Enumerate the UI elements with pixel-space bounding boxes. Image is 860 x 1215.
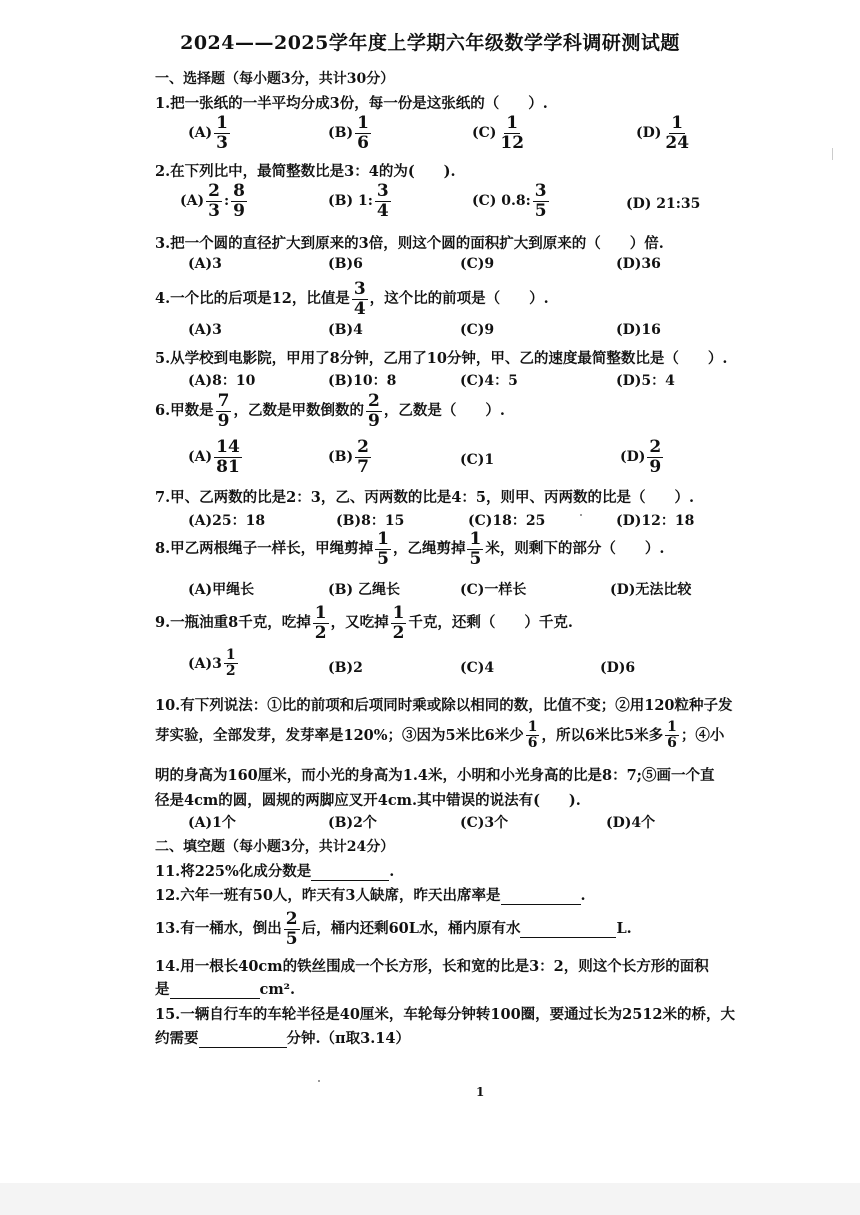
scan-speck: [580, 514, 582, 516]
q10-option-d: (D)4个: [606, 815, 656, 831]
q10-option-b: (B)2个: [328, 815, 377, 831]
answer-blank-13[interactable]: [520, 920, 616, 938]
page-title: 2024——2025学年度上学期六年级数学学科调研测试题: [180, 32, 680, 54]
question-13: 13.有一桶水，倒出 $\frac{2}{5}$ 后，桶内还剩60L水，桶内原有水 L.: [155, 909, 632, 949]
answer-blank-11[interactable]: [311, 863, 389, 881]
question-14-line-2: 是 cm².: [155, 981, 296, 998]
q5-option-d: (D)5：4: [616, 373, 675, 389]
question-10-line-4: 径是4cm的圆，圆规的两脚应叉开4cm.其中错误的说法有( ).: [155, 792, 581, 809]
q2-option-c: (C) 0.8: $\frac{3}{5}$: [472, 181, 547, 221]
q6-option-a: (A) $\frac{14}{81}$: [188, 437, 240, 477]
q9-option-b: (B)2: [328, 660, 363, 676]
q1-option-b: (B) $\frac{1}{6}$: [328, 113, 369, 153]
q3-option-c: (C)9: [460, 256, 495, 272]
scan-speck: [318, 1080, 320, 1082]
q7-option-c: (C)18：25: [468, 513, 546, 529]
q4-option-b: (B)4: [328, 322, 363, 338]
page-number: 1: [476, 1085, 485, 1099]
q1-option-c: (C) $\frac{1}{12}$: [472, 113, 525, 153]
q1-option-a: (A) $\frac{1}{3}$: [188, 113, 228, 153]
q5-option-c: (C)4：5: [460, 373, 518, 389]
q8-option-c: (C)一样长: [460, 582, 527, 598]
question-1-stem: 1.把一张纸的一半平均分成3份，每一份是这张纸的（ ）.: [155, 95, 548, 112]
q7-option-d: (D)12：18: [616, 513, 695, 529]
q5-option-b: (B)10：8: [328, 373, 397, 389]
question-2-stem: 2.在下列比中，最简整数比是3：4的为( ).: [155, 163, 456, 180]
question-3-stem: 3.把一个圆的直径扩大到原来的3倍，则这个圆的面积扩大到原来的（ ）倍.: [155, 235, 664, 252]
question-12: 12.六年一班有50人，昨天有3人缺席，昨天出席率是 .: [155, 887, 586, 904]
answer-blank-15[interactable]: [199, 1030, 287, 1048]
question-9-stem: 9.一瓶油重8千克，吃掉 $\frac{1}{2}$ ，又吃掉 $\frac{1}{2}$ 千克，还剩（ ）千克.: [155, 603, 573, 643]
q3-option-d: (D)36: [616, 256, 661, 272]
q6-option-d: (D) $\frac{2}{9}$: [620, 437, 662, 477]
question-10-line-1: 10.有下列说法：①比的前项和后项同时乘或除以相同的数，比值不变；②用120粒种子发: [155, 697, 733, 714]
answer-blank-14[interactable]: [170, 981, 260, 999]
q2-option-b: (B) 1: $\frac{3}{4}$: [328, 181, 389, 221]
q3-option-b: (B)6: [328, 256, 363, 272]
question-10-line-2: 芽实验，全部发芽，发芽率是120%；③因为5米比6米少 $\frac{1}{6}$ ，所以6米比5米多 $\frac{1}{6}$ ；④小: [155, 719, 725, 752]
question-5-stem: 5.从学校到电影院，甲用了8分钟，乙用了10分钟，甲、乙的速度最简整数比是（ ）.: [155, 350, 728, 367]
section-heading-fill-in: 二、填空题（每小题3分，共计24分）: [155, 839, 395, 855]
q2-option-d: (D) 21:35: [626, 196, 701, 212]
answer-blank-12[interactable]: [501, 887, 581, 905]
q2-option-a: (A) $\frac{2}{3}$ : $\frac{8}{9}$: [180, 181, 245, 221]
q8-option-b: (B) 乙绳长: [328, 582, 400, 598]
q4-option-c: (C)9: [460, 322, 495, 338]
q5-option-a: (A)8：10: [188, 373, 256, 389]
q4-option-d: (D)16: [616, 322, 661, 338]
section-heading-choice: 一、选择题（每小题3分，共计30分）: [155, 71, 395, 87]
q1-option-d: (D) $\frac{1}{24}$: [636, 113, 690, 153]
q4-option-a: (A)3: [188, 322, 222, 338]
scan-bottom-margin: [0, 1183, 860, 1215]
question-7-stem: 7.甲、乙两数的比是2：3，乙、丙两数的比是4：5，则甲、丙两数的比是（ ）.: [155, 489, 695, 506]
q10-option-c: (C)3个: [460, 815, 509, 831]
q8-option-a: (A)甲绳长: [188, 582, 255, 598]
q6-option-c: (C)1: [460, 452, 495, 468]
q7-option-a: (A)25：18: [188, 513, 266, 529]
q7-option-b: (B)8：15: [336, 513, 405, 529]
q9-option-a: (A)3 $\frac{1}{2}$: [188, 647, 236, 680]
q9-option-d: (D)6: [600, 660, 636, 676]
question-15-line-1: 15.一辆自行车的车轮半径是40厘米，车轮每分钟转100圈，要通过长为2512米的桥，大: [155, 1006, 736, 1023]
q3-option-a: (A)3: [188, 256, 222, 272]
question-14-line-1: 14.用一根长40cm的铁丝围成一个长方形，长和宽的比是3：2，则这个长方形的面积: [155, 958, 709, 975]
q8-option-d: (D)无法比较: [610, 582, 692, 598]
question-10-line-3: 明的身高为160厘米，而小光的身高为1.4米，小明和小光身高的比是8：7;⑤画一个直: [155, 767, 715, 784]
q10-option-a: (A)1个: [188, 815, 236, 831]
question-8-stem: 8.甲乙两根绳子一样长，甲绳剪掉 $\frac{1}{5}$ ，乙绳剪掉 $\frac{1}{5}$ 米，则剩下的部分（ ）.: [155, 529, 665, 569]
question-11: 11.将225%化成分数是 .: [155, 863, 395, 880]
question-4-stem: 4.一个比的后项是12，比值是 $\frac{3}{4}$ ，这个比的前项是（ ）.: [155, 279, 549, 319]
q6-option-b: (B) $\frac{2}{7}$: [328, 437, 369, 477]
q9-option-c: (C)4: [460, 660, 495, 676]
scan-mark: [832, 148, 833, 160]
question-6-stem: 6.甲数是 $\frac{7}{9}$ ，乙数是甲数倒数的 $\frac{2}{9}$ ，乙数是（ ）.: [155, 391, 505, 431]
question-15-line-2: 约需要 分钟.（π取3.14）: [155, 1030, 410, 1047]
